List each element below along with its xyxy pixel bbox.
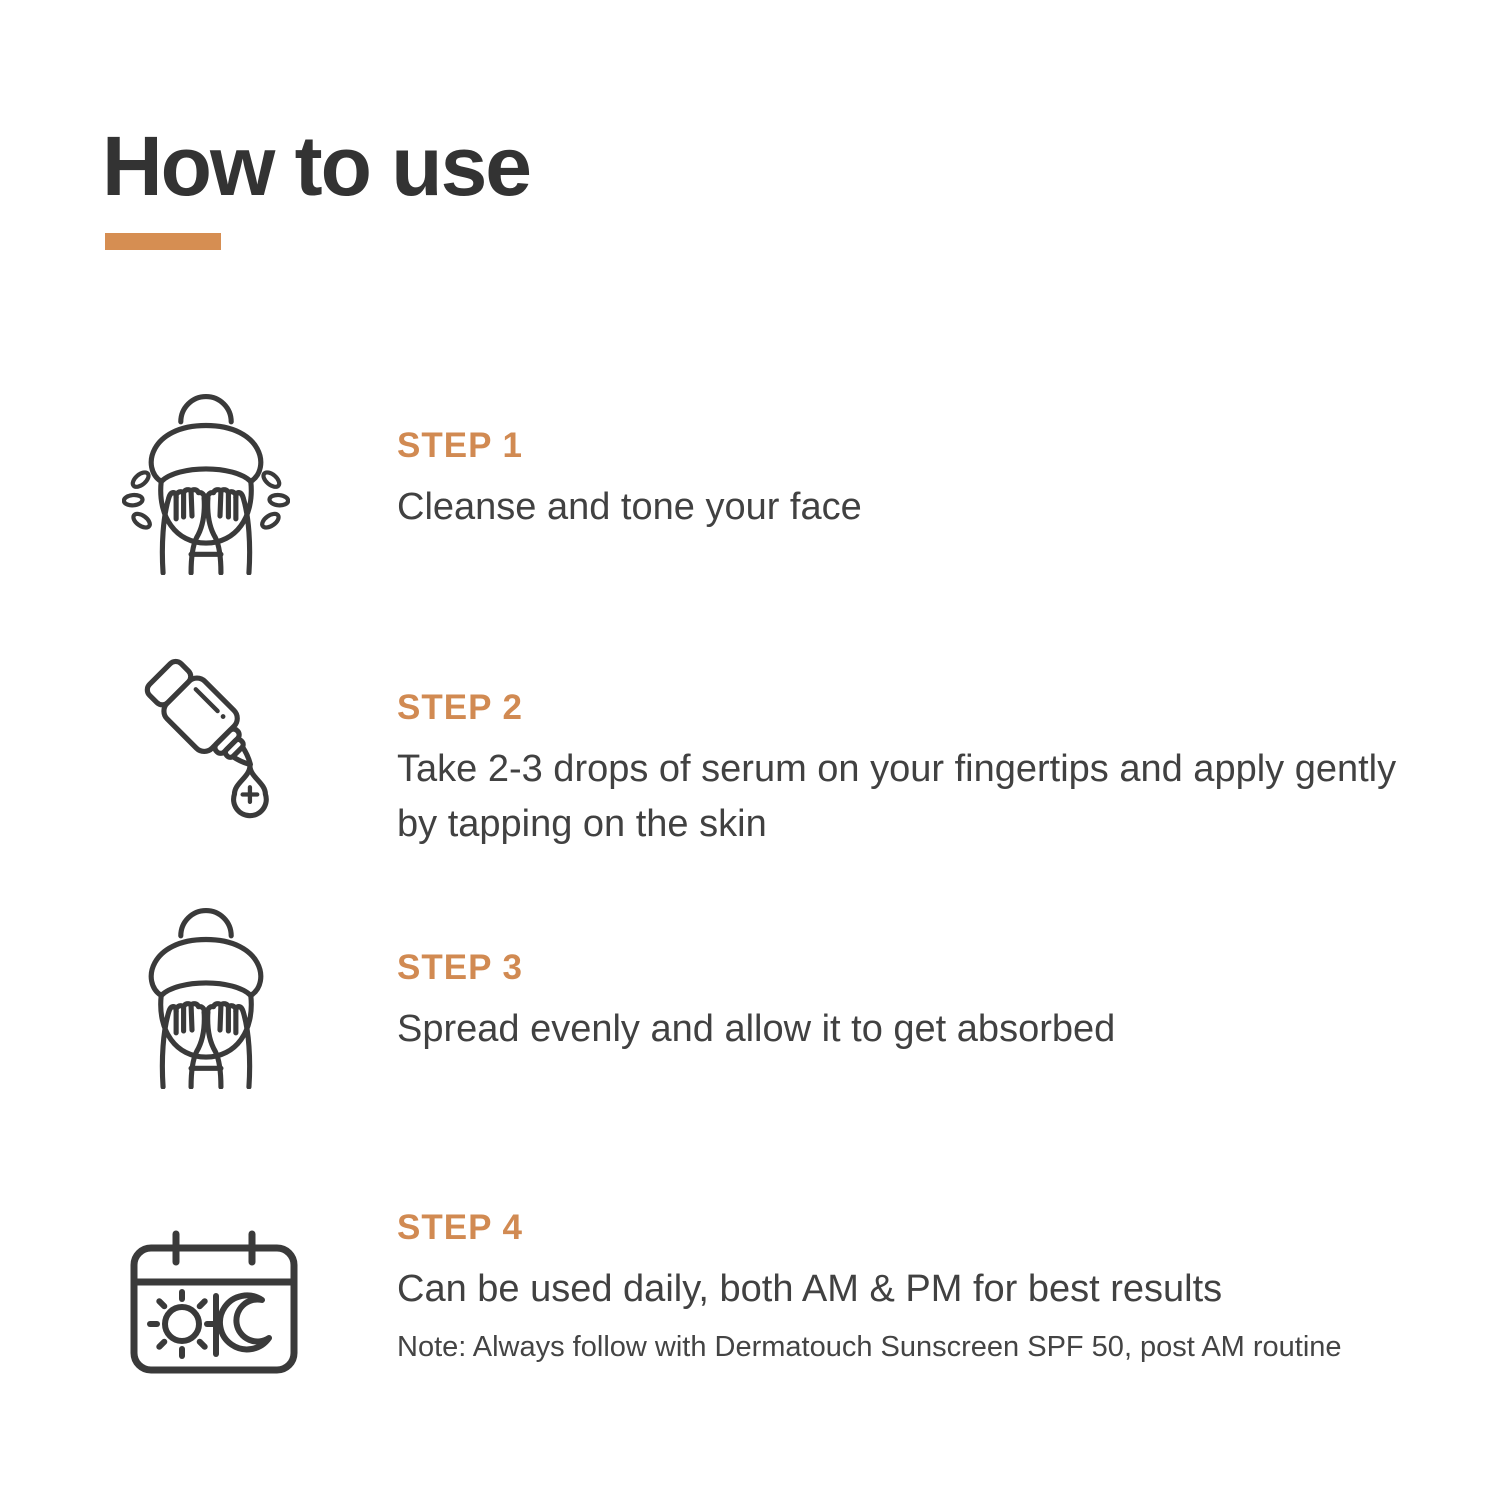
title-underline xyxy=(105,233,221,250)
page-title: How to use xyxy=(102,119,531,213)
step-description: Can be used daily, both AM & PM for best results xyxy=(397,1268,1223,1311)
hairline xyxy=(161,469,251,482)
face-hands-icon xyxy=(122,902,290,1089)
step-description: Cleanse and tone your face xyxy=(397,486,862,529)
step-row xyxy=(397,1208,1417,1367)
serum-dropper-icon xyxy=(140,654,286,826)
step-row xyxy=(397,688,1417,852)
step-label: STEP 2 xyxy=(397,688,523,727)
step-label: STEP 3 xyxy=(397,948,523,987)
hair-bun xyxy=(181,911,231,936)
step-row xyxy=(397,948,1417,1057)
hair xyxy=(151,940,261,996)
step-label: STEP 1 xyxy=(397,426,523,465)
face-wash-splash-icon xyxy=(122,388,290,575)
plus-icon xyxy=(243,787,258,802)
step-description: Spread evenly and allow it to get absorbed xyxy=(397,1008,1116,1051)
sun-icon xyxy=(150,1292,214,1356)
moon-icon xyxy=(220,1295,269,1349)
hair-bun xyxy=(181,397,231,422)
step-label: STEP 4 xyxy=(397,1208,523,1247)
step-note: Note: Always follow with Dermatouch Sunscreen SPF 50, post AM routine xyxy=(397,1331,1342,1364)
calendar-day-night-icon xyxy=(128,1226,300,1378)
hairline xyxy=(161,983,251,996)
hair xyxy=(151,426,261,482)
step-row xyxy=(397,426,1417,535)
step-description: Take 2-3 drops of serum on your fingertips and apply gently by tapping on the skin xyxy=(397,748,1397,846)
